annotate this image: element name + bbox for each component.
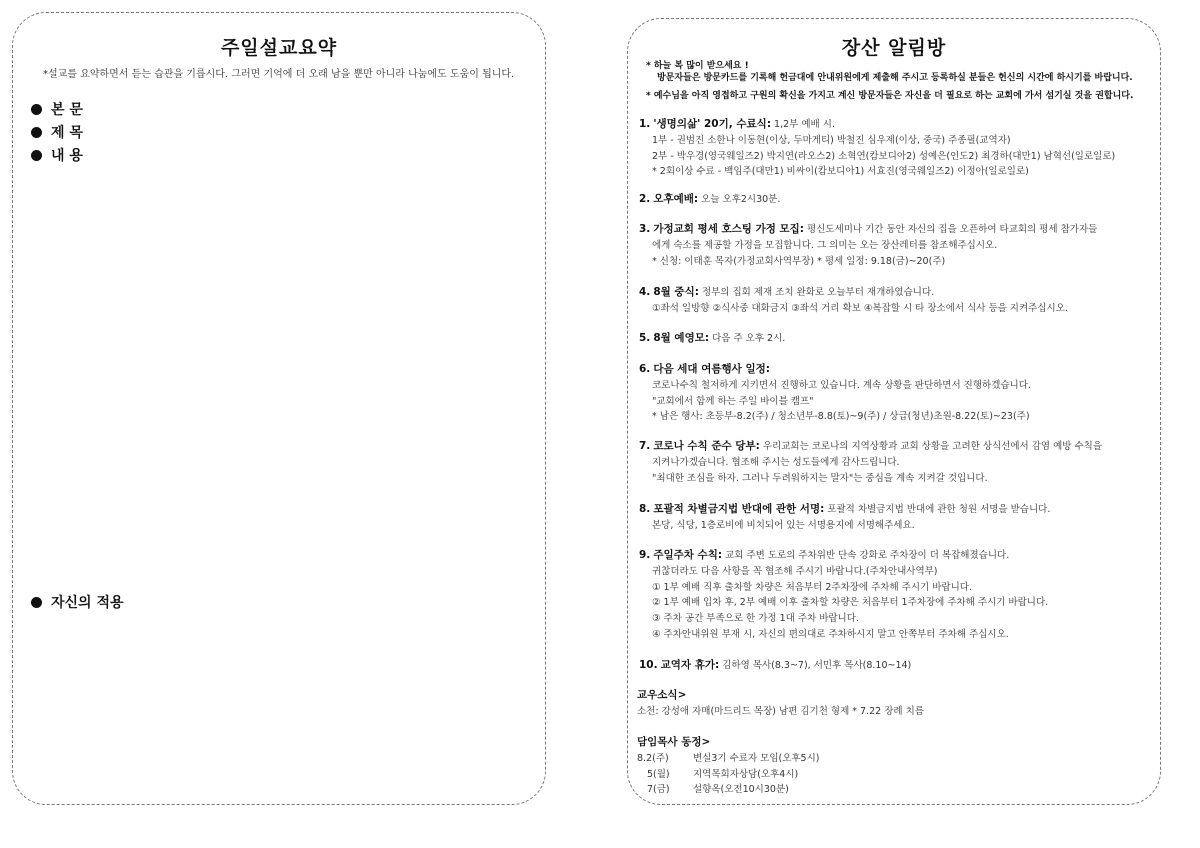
schedule-date: 7(금)	[647, 784, 670, 796]
item-number: 3.	[639, 223, 651, 235]
bullet-dot-icon	[31, 127, 42, 138]
notice-line: 방문자들은 방문카드를 기록해 헌금대에 안내위원에게 제출해 주시고 등록하실 분들은 헌신의 시간에 하시기를 바랍니다.	[657, 73, 1133, 83]
item-text: 포괄적 차별금지법 반대에 관한 청원 서명을 받습니다.	[827, 504, 1051, 515]
announcement-item	[639, 192, 1145, 208]
notice-line: * 하늘 복 많이 받으세요 !	[646, 61, 749, 71]
schedule-date: 5(월)	[647, 768, 670, 780]
bullet-label: 제 목	[51, 125, 83, 141]
item-heading: 8월 예영모:	[653, 332, 710, 344]
item-line: ① 1부 예배 직후 출차할 차량은 처음부터 2주차장에 주차해 주시기 바랍니다.	[652, 581, 972, 593]
item-number: 7.	[639, 440, 651, 452]
bullet-dot-icon	[31, 104, 42, 115]
item-heading: 코로나 수칙 준수 당부:	[653, 440, 760, 452]
pastor-schedule-heading: 담임목사 동정>	[637, 736, 711, 748]
item-number: 1.	[639, 118, 651, 130]
sermon-summary-note: *설교를 요약하면서 듣는 습관을 기릅시다. 그러면 기억에 더 오래 남을 뿐만 아니라 나눔에도 도움이 됩니다.	[43, 69, 515, 80]
item-heading: 포괄적 차별금지법 반대에 관한 서명:	[653, 503, 825, 515]
item-line: ② 1부 예배 입차 후, 2부 예배 이후 출차할 차량은 처음부터 1주차장에 주차해 주시기 바랍니다.	[652, 597, 1049, 609]
item-text: 우리교회는 코로나의 지역상황과 교회 상황을 고려한 상식선에서 감염 예방 수칙을	[762, 441, 1103, 452]
item-text: 다음 주 오후 2시.	[712, 333, 786, 344]
item-heading: 가정교회 평세 호스팅 가정 모집:	[653, 223, 805, 235]
item-text: 1,2부 예배 시.	[774, 119, 835, 130]
member-news-heading: 교우소식>	[637, 689, 687, 701]
item-heading: 교역자 휴가:	[660, 659, 720, 671]
item-number: 4.	[639, 286, 651, 298]
member-news	[637, 688, 1143, 720]
item-line: 지켜나가겠습니다. 협조해 주시는 성도들에게 감사드립니다.	[652, 456, 900, 468]
sermon-summary-title: 주일설교요약	[220, 37, 338, 59]
item-line: "최대한 조심을 하자. 그러나 두려워하지는 말자"는 중심을 계속 지켜갈 것입니다.	[652, 472, 988, 484]
bullet-label: 자신의 적용	[51, 595, 124, 611]
schedule-row	[637, 751, 1143, 767]
schedule-event: 설향옥(오전10시30분)	[693, 784, 789, 796]
item-line: ④ 주차안내위원 부재 시, 자신의 편의대로 주차하시지 말고 안쪽부터 주차해 주십시오.	[652, 628, 1009, 640]
notice-block	[646, 60, 1146, 102]
item-number: 9.	[639, 549, 651, 561]
item-text: 김하영 목사(8.3~7), 서민후 목사(8.10~14)	[722, 660, 912, 671]
announcement-item	[639, 548, 1145, 643]
announcement-item	[639, 285, 1145, 317]
item-line: 코로나수칙 철저하게 지키면서 진행하고 있습니다. 계속 상황을 판단하면서 진행하겠습니다.	[652, 379, 1031, 391]
announcements-panel	[627, 18, 1161, 805]
item-line: 에게 숙소를 제공할 가정을 모집합니다. 그 의미는 오는 장산레터를 참조해주십시오.	[652, 239, 998, 251]
item-heading: 주일주차 수칙:	[653, 549, 723, 561]
item-text: 평신도세미나 기간 동안 자신의 집을 오픈하여 타교회의 평세 참가자들	[807, 224, 1098, 235]
schedule-event: 지역목회자상담(오후4시)	[693, 768, 799, 780]
bullet-dot-icon	[31, 150, 42, 161]
announcement-item	[639, 658, 1145, 674]
item-line: ③ 주차 공간 부족으로 한 가정 1대 주차 바랍니다.	[652, 613, 859, 625]
schedule-date: 8.2(주)	[637, 752, 669, 764]
item-line: 2부 - 박우경(영국웨일즈2) 박지연(라오스2) 소혁연(캄보디아2) 성예은(인도2) 최경하(대만1) 남혁선(일로일로)	[652, 150, 1116, 162]
item-number: 10.	[639, 659, 658, 671]
announcement-item	[639, 117, 1145, 180]
pastor-schedule	[637, 735, 1143, 798]
item-heading: 8월 중식:	[653, 286, 699, 298]
bullet-label: 내 용	[51, 148, 83, 164]
notice-line: * 예수님을 아직 영접하고 구원의 확신을 가지고 계신 방문자들은 자신을 더 필요로 하는 교회에 가서 섬기실 것을 권합니다.	[646, 91, 1134, 101]
item-line: 귀찮더라도 다음 사항을 꼭 협조해 주시기 바랍니다.(주차안내사역부)	[652, 565, 938, 577]
item-line: 본당, 식당, 1층로비에 비치되어 있는 서명용지에 서명해주세요.	[652, 519, 915, 531]
bullet-content	[31, 145, 83, 165]
schedule-row	[637, 767, 1143, 783]
item-line: "교회에서 함께 하는 주일 바이블 캠프"	[652, 395, 814, 407]
bullet-application	[31, 592, 124, 612]
announcement-item	[639, 222, 1145, 269]
member-news-text: 소천: 강성애 자매(마드리드 목장) 남편 김기천 형제 * 7.22 장례 치름	[637, 705, 924, 717]
item-line: * 2회이상 수료 - 백임주(대만1) 비싸이(캄보디아1) 서효진(영국웨일즈2) 이정아(일로일로)	[652, 166, 1029, 178]
announcement-item	[639, 362, 1145, 425]
schedule-row	[637, 782, 1143, 798]
announcement-item	[639, 331, 1145, 347]
bullet-dot-icon	[31, 597, 42, 608]
item-text: 오늘 오후2시30분.	[701, 194, 781, 205]
bullet-title	[31, 122, 83, 142]
item-text: 교회 주변 도로의 주차위반 단속 강화로 주차장이 더 복잡해졌습니다.	[725, 550, 1010, 561]
item-number: 8.	[639, 503, 651, 515]
sermon-summary-panel	[12, 12, 546, 805]
item-line: * 신청: 이태훈 목자(가정교회사역부장) * 평세 일정: 9.18(금)~20(주)	[652, 255, 946, 267]
item-heading: 다음 세대 여름행사 일정:	[653, 363, 770, 375]
item-heading: '생명의삶' 20기, 수료식:	[653, 118, 772, 130]
item-line: 1부 - 권범진 소한나 이동현(이상, 두마게티) 박철진 심우제(이상, 중국) 주종필(교역자)	[652, 134, 1011, 146]
item-number: 2.	[639, 193, 651, 205]
item-number: 6.	[639, 363, 651, 375]
announcement-item	[639, 502, 1145, 534]
bullet-scripture	[31, 99, 83, 119]
item-heading: 오후예배:	[653, 193, 699, 205]
item-line: * 남은 행사: 초등부-8.2(주) / 청소년부-8.8(토)~9(주) / 상급(청년)초원-8.22(토)~23(주)	[652, 411, 1030, 423]
item-number: 5.	[639, 332, 651, 344]
item-text: 정부의 집회 제재 조치 완화로 오늘부터 재개하였습니다.	[701, 287, 935, 298]
item-line: ①좌석 일방향 ②식사중 대화금지 ③좌석 거리 확보 ④복잡할 시 타 장소에서 식사 등을 지켜주십시오.	[652, 302, 1068, 314]
announcements-title: 장산 알림방	[841, 37, 947, 59]
announcement-item	[639, 439, 1145, 486]
bullet-label: 본 문	[51, 102, 83, 118]
schedule-event: 변실3기 수료자 모임(오후5시)	[693, 752, 820, 764]
